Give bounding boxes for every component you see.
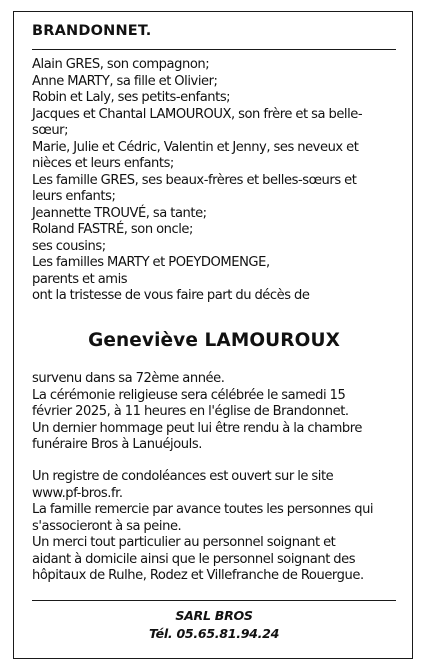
funeral-home-phone: Tél. 05.65.81.94.24 [148,626,280,641]
notes-line: La famille remercie par avance toutes les personnes qui [32,502,374,517]
notes-line: aidant à domicile ainsi que le personnel soignant des [32,551,356,567]
family-line: Les famille GRES, ses beaux-frères et belles-sœurs et [32,172,357,188]
condolence-notes [32,469,396,585]
top-divider [32,49,396,50]
deceased-name: Geneviève LAMOUROUX [88,330,340,351]
details-line: survenu dans sa 72ème année. [32,371,225,386]
family-line: Roland FASTRÉ, son oncle; [32,222,194,237]
family-line: nièces et leurs enfants; [32,156,174,171]
family-line: ses cousins; [32,238,106,254]
notes-line: Un registre de condoléances est ouvert sur le site [32,469,334,484]
notes-line: s'associeront à sa peine. [32,518,182,534]
details-line: Un dernier hommage peut lui être rendu à la chambre [32,420,362,436]
family-line: sœur; [32,123,69,138]
family-line: Robin et Laly, ses petits-enfants; [32,90,231,105]
family-line: leurs enfants; [32,189,116,204]
family-line: ont la tristesse de vous faire part du décès de [32,288,310,303]
details-line: funéraire Bros à Lanuéjouls. [32,437,202,452]
details-line: février 2025, à 11 heures en l'église de Brandonnet. [32,404,349,419]
ceremony-details [32,371,396,454]
details-line: La cérémonie religieuse sera célébrée le samedi 15 [32,387,346,403]
family-line: Les familles MARTY et POEYDOMENGE, [32,255,270,270]
family-list [32,57,396,305]
family-line: Alain GRES, son compagnon; [32,57,210,72]
notes-line: Un merci tout particulier au personnel soignant et [32,535,336,550]
family-line: Jacques et Chantal LAMOUROUX, son frère et sa belle- [32,106,363,122]
funeral-home-name: SARL BROS [175,608,253,623]
bottom-divider [32,600,396,601]
notes-line: www.pf-bros.fr. [32,485,123,501]
family-line: Anne MARTY, sa fille et Olivier; [32,73,218,89]
family-line: Jeannette TROUVÉ, sa tante; [32,205,207,221]
notes-line: hôpitaux de Rulhe, Rodez et Villefranche de Rouergue. [32,568,364,583]
town-heading: BRANDONNET. [32,23,152,39]
family-line: parents et amis [32,271,128,287]
obituary-notice [13,11,413,659]
family-line: Marie, Julie et Cédric, Valentin et Jenny, ses neveux et [32,139,359,155]
